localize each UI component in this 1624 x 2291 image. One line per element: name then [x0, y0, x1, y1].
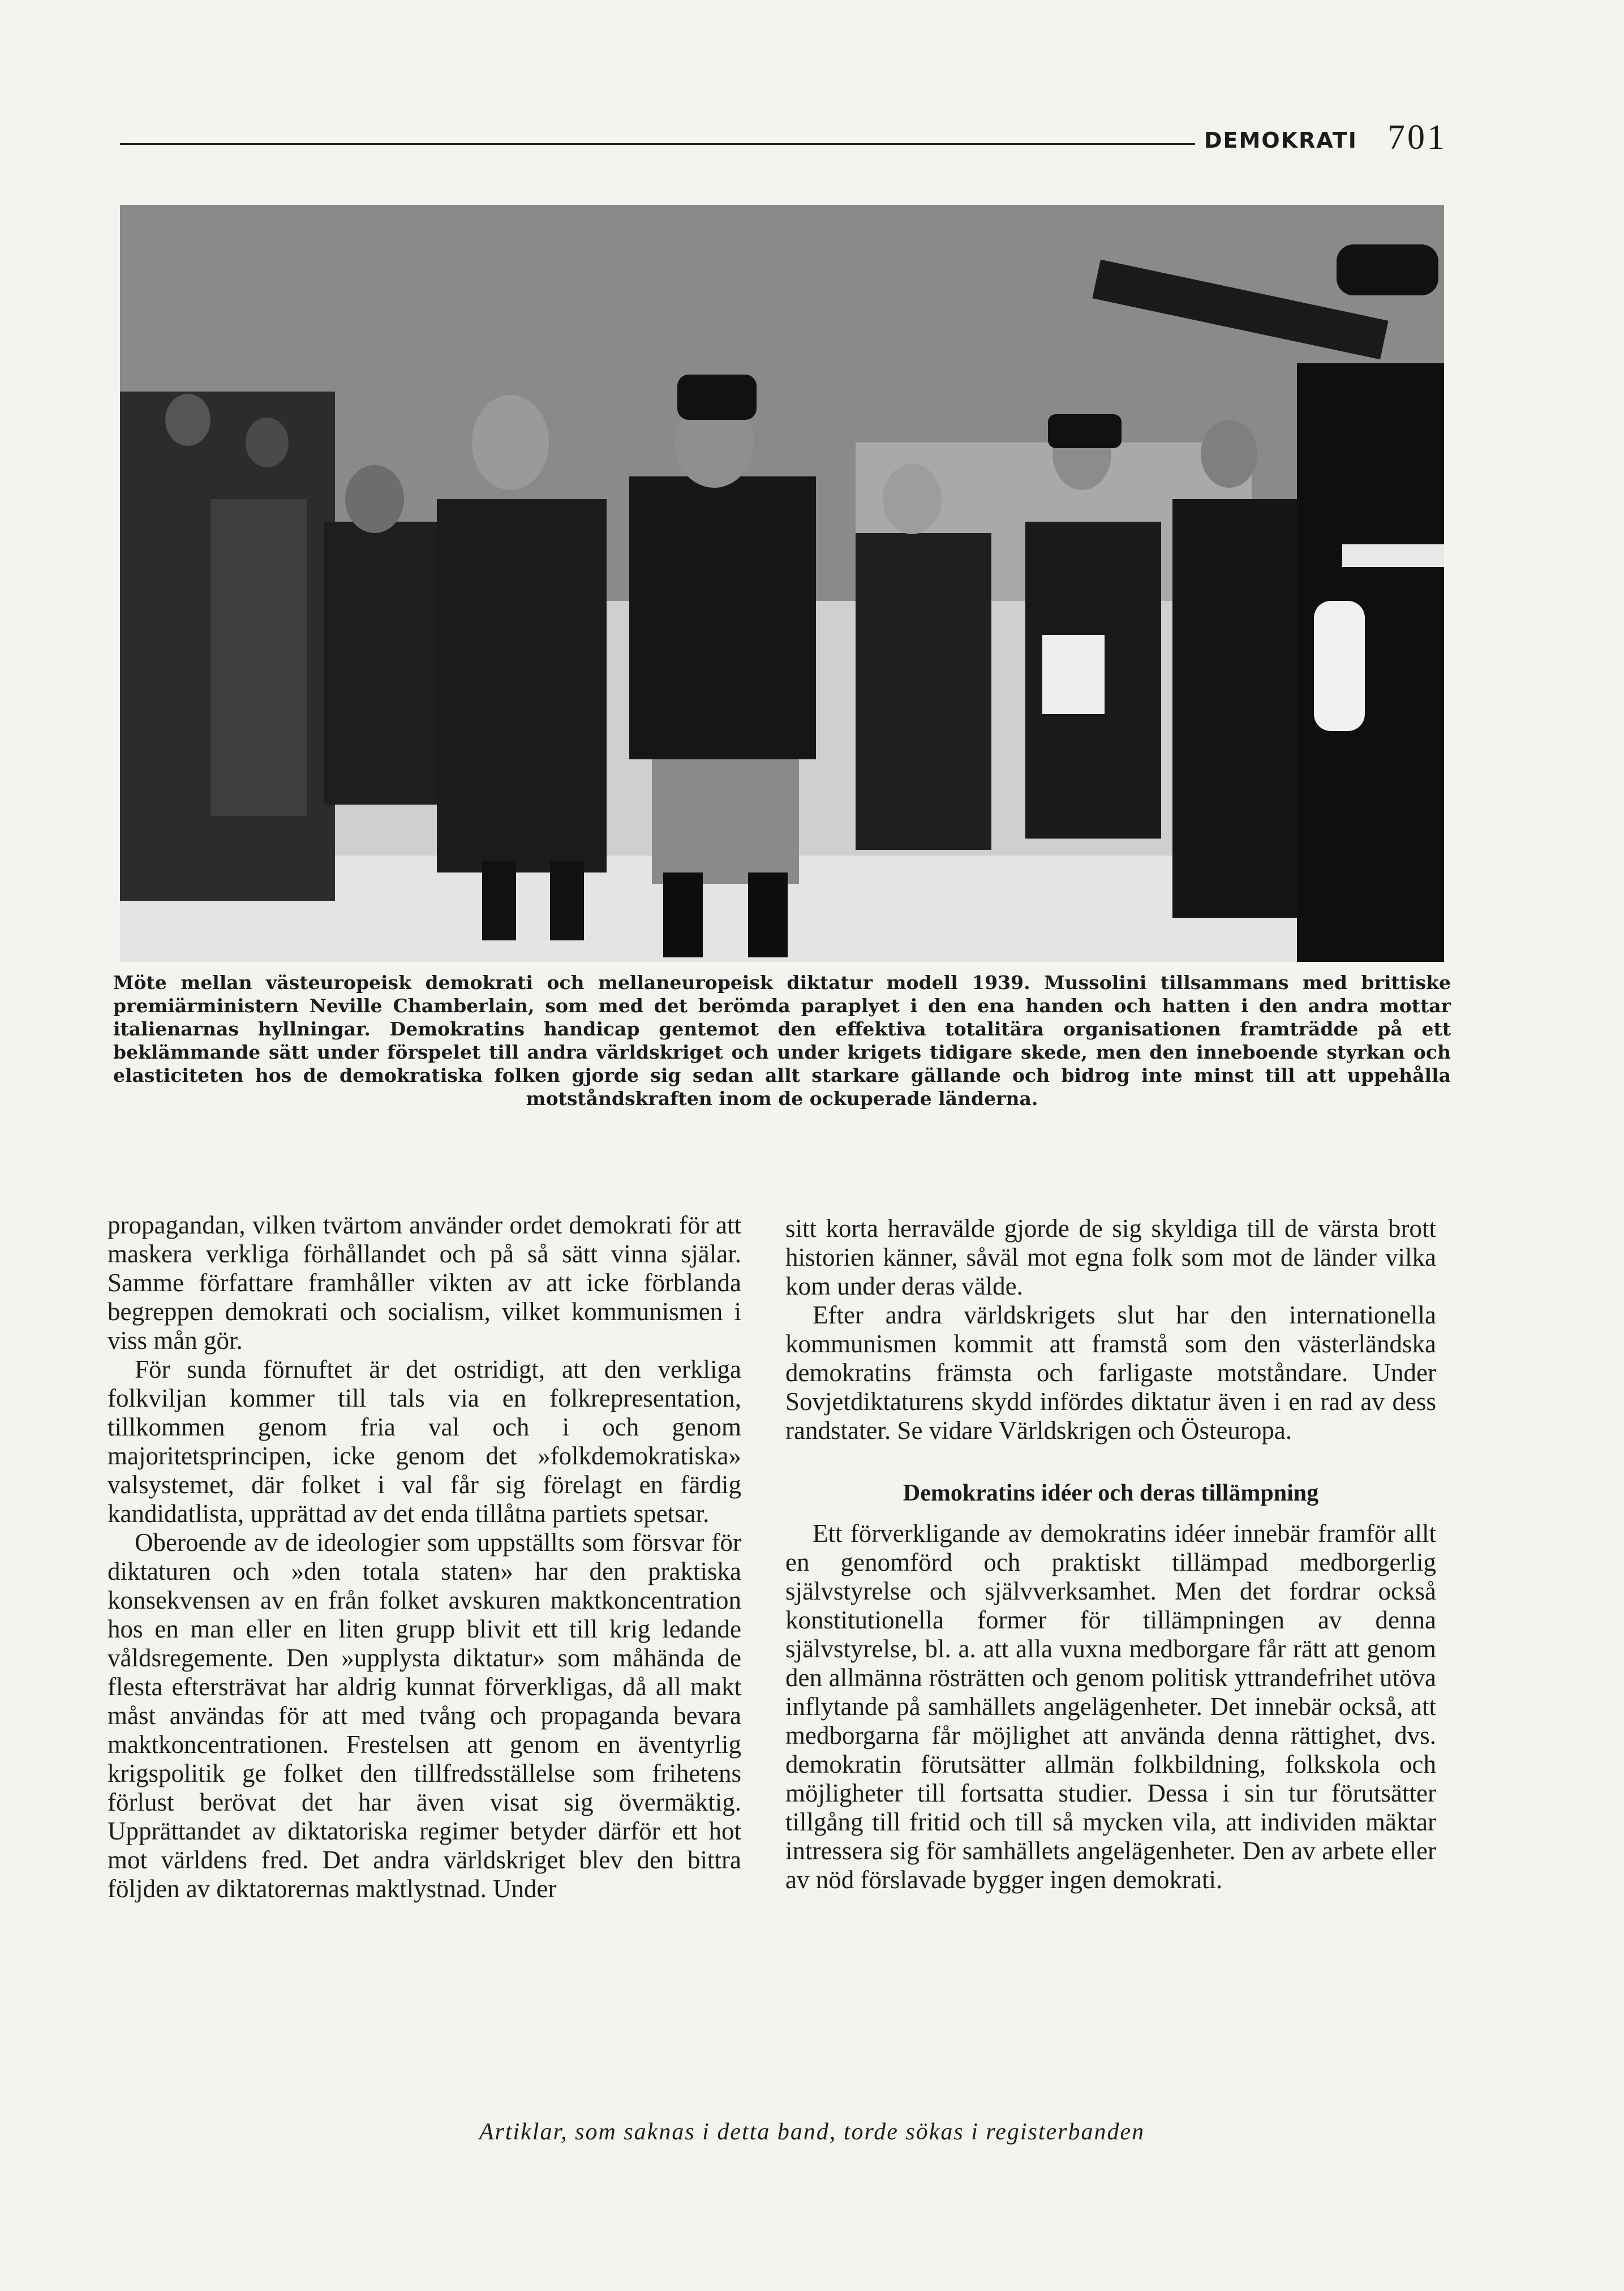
right-paragraph-3: Ett förverkligande av demokratins idéer innebär framför allt en genomförd och praktiskt tillämpad medborgerlig självstyrelse och självverksamhet. Men det fordrar också konstitutionella former för tillämpningen av denna självstyrelse, bl. a. att alla vuxna medborgare får rätt att genom den allmänna rösträtten och genom politisk yttrandefrihet utöva inflytande på samhällets angelägenheter. Det innebär också, att medborgarna får möjlighet att använda denna rättighet, dvs. demokratin förutsätter allmän folkbildning, folkskola och möjligheter till fortsatta studier. Dessa i sin tur förutsätter tillgång till fritid och till så mycken vila, att individen mäktar intressera sig för samhällets angelägenheter. Den av arbete eller av nöd förslavade bygger ingen demokrati. — [785, 1519, 1436, 1894]
footer-note: Artiklar, som saknas i detta band, torde sökas i registerbanden — [479, 2119, 1145, 2145]
right-column — [785, 1214, 1436, 1894]
left-paragraph-3: Oberoende av de ideologier som uppställts som försvar för diktaturen och »den totala staten» har den praktiska konsekvensen av en från folket avskuren maktkoncentration hos en man eller en liten grupp blivit ett till krig ledande våldsregemente. Den »upplysta diktatur» som måhända de flesta eftersträvat har aldrig kunnat förverkligas, då all makt måst användas för att med tvång och propaganda bevara maktkoncentrationen. Frestelsen att genom en äventyrlig krigspolitik ge folket den tillfredsställelse som frihetens förlust berövat det har även visat sig övermäktig. Upprättandet av diktatoriska regimer betyder därför ett hot mot världens fred. Det andra världskriget blev den bittra följden av diktatorernas maktlystnad. Under — [108, 1528, 741, 1903]
page-number: 701 — [1387, 118, 1447, 157]
right-paragraph-2: Efter andra världskrigets slut har den internationella kommunismen kommit att framstå som den västerländska demokratins främsta och farligaste motståndare. Under Sovjetdiktaturens skydd infördes diktatur även i en rad av dess randstater. Se vidare Världskrigen och Östeuropa. — [785, 1301, 1436, 1445]
photo-caption: Möte mellan västeuropeisk demokrati och mellaneuropeisk diktatur modell 1939. Mussolini tillsammans med brittiske premiärministern Neville Chamberlain, som med det berömda paraplyet i den ena handen och hatten i den andra mottar italienarnas hyllningar. Demokratins handicap gentemot den effektiva totalitära organisationen framträdde på ett beklämmande sätt under förspelet till andra världskriget och under krigets tidigare skede, men den inneboende styrkan och elasticiteten hos de demokratiska folken gjorde sig sedan allt starkare gällande och bidrog inte minst till att uppehålla motståndskraften inom de ockuperade länderna. — [113, 972, 1451, 1110]
left-paragraph-2: För sunda förnuftet är det ostridigt, att den verkliga folkviljan kommer till tals via en folkrepresentation, tillkommen genom fria val och i och genom majoritetsprincipen, icke genom det »folkdemokratiska» valsystemet, där folket i val får sig förelagt en färdig kandidatlista, upprättad av det enda tillåtna partiets spetsar. — [108, 1355, 741, 1528]
right-paragraph-1: sitt korta herravälde gjorde de sig skyldiga till de värsta brott historien känner, såväl mot egna folk som mot de länder vilka kom under deras välde. — [785, 1214, 1436, 1300]
running-head: DEMOKRATI — [1204, 128, 1357, 153]
section-heading: Demokratins idéer och deras tillämpning — [903, 1480, 1319, 1506]
photograph — [120, 205, 1444, 962]
left-paragraph-1: propagandan, vilken tvärtom använder ordet demokrati för att maskera verkliga förhållandet och på så sätt vinna själar. Samme författare framhåller vikten av att icke förblanda begreppen demokrati och socialism, vilket kommunismen i viss mån gör. — [108, 1211, 741, 1355]
left-column — [108, 1211, 741, 1903]
photograph-illustration — [120, 205, 1444, 962]
header-rule — [120, 143, 1195, 145]
